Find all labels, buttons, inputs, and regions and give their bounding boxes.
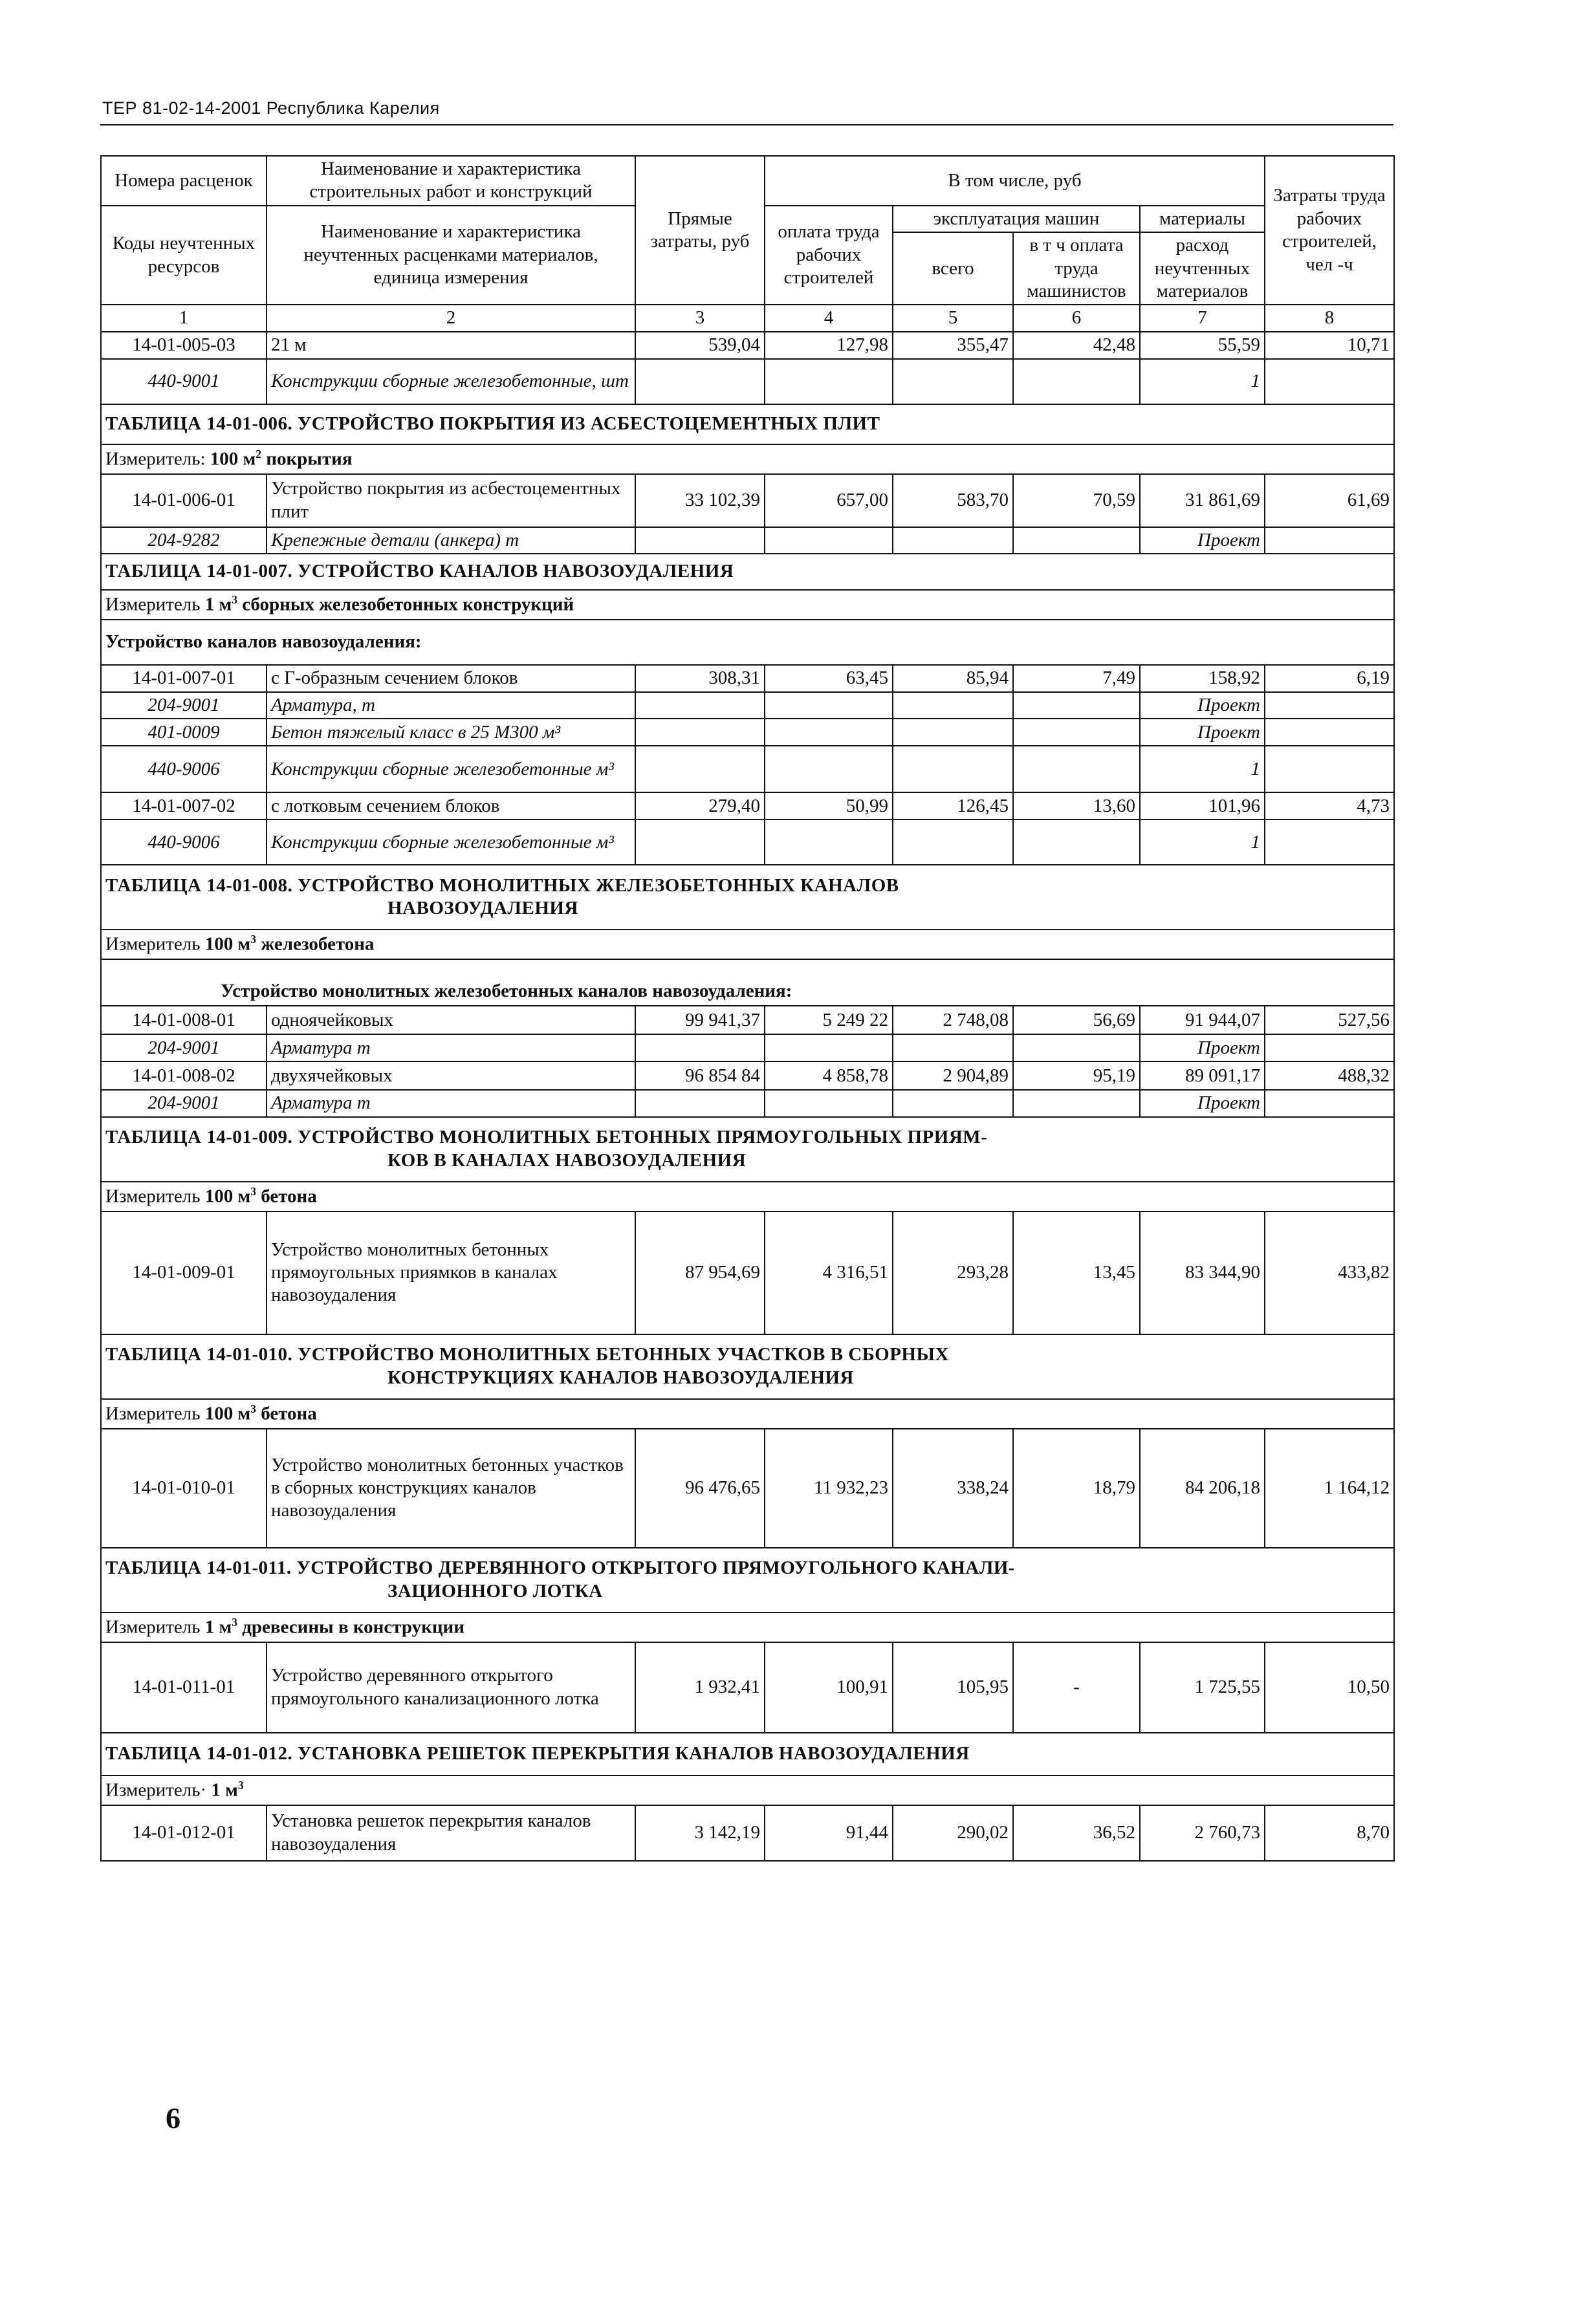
direct-cost: 96 476,65 [635,1429,765,1548]
labor-pay: 91,44 [765,1805,893,1861]
machines-total: 338,24 [893,1429,1013,1548]
machines-pay: 13,60 [1013,792,1140,820]
col-header-machines-total: всего [893,232,1013,305]
resource-qty: Проект [1140,1090,1265,1116]
machines-pay: - [1013,1642,1140,1733]
resource-name: Бетон тяжелый класс в 25 М300 м³ [267,719,635,746]
header-rule [100,124,1393,125]
col-number: 8 [1265,305,1394,331]
col-number: 6 [1013,305,1140,331]
rate-code: 14-01-008-01 [101,1006,267,1034]
rate-name: Устройство монолитных бетонных прямоугольных приямков в каналах навозоудаления [267,1211,635,1334]
materials-cost: 31 861,69 [1140,474,1265,527]
resource-code: 440-9006 [101,746,267,792]
table-title: ТАБЛИЦА 14-01-006. УСТРОЙСТВО ПОКРЫТИЯ ИЗ АСБЕСТОЦЕМЕНТНЫХ ПЛИТ [101,404,1394,444]
rate-name: Установка решеток перекрытия каналов навозоудаления [267,1805,635,1861]
resource-code: 204-9001 [101,692,267,719]
resource-code: 204-9001 [101,1034,267,1061]
materials-cost: 101,96 [1140,792,1265,820]
labor-pay: 63,45 [765,665,893,692]
table-title: ТАБЛИЦА 14-01-010. УСТРОЙСТВО МОНОЛИТНЫХ БЕТОННЫХ УЧАСТКОВ В СБОРНЫХ КОНСТРУКЦИЯХ КАНАЛОВ НАВОЗОУДАЛЕНИЯ [101,1334,1394,1399]
machines-pay: 18,79 [1013,1429,1140,1548]
machines-pay: 42,48 [1013,332,1140,359]
direct-cost: 3 142,19 [635,1805,765,1861]
machines-total: 2 904,89 [893,1061,1013,1090]
page-header-title: ТЕР 81-02-14-2001 Республика Карелия [102,98,440,118]
col-header-machines: эксплуатация машин [893,206,1140,232]
direct-cost: 87 954,69 [635,1211,765,1334]
table-meter: Измеритель 100 $м^3$ бетона [101,1182,1394,1211]
rate-name: с лотковым сечением блоков [267,792,635,820]
machines-total: 2 748,08 [893,1006,1013,1034]
labor-pay: 127,98 [765,332,893,359]
rate-code: 14-01-007-01 [101,665,267,692]
labor-hours: 6,19 [1265,665,1394,692]
labor-hours: 4,73 [1265,792,1394,820]
col-number: 2 [267,305,635,331]
rate-name: с Г-образным сечением блоков [267,665,635,692]
materials-cost: 1 725,55 [1140,1642,1265,1733]
labor-hours: 8,70 [1265,1805,1394,1861]
direct-cost: 1 932,41 [635,1642,765,1733]
col-number: 5 [893,305,1013,331]
table-title: ТАБЛИЦА 14-01-011. УСТРОЙСТВО ДЕРЕВЯННОГО ОТКРЫТОГО ПРЯМОУГОЛЬНОГО КАНАЛИ- ЗАЦИОННОГО ЛОТКА [101,1548,1394,1613]
direct-cost: 96 854 84 [635,1061,765,1090]
machines-total: 355,47 [893,332,1013,359]
resource-code: 204-9282 [101,527,267,554]
col-header-materials-sub: расход неучтенных материалов [1140,232,1265,305]
rates-table [100,155,1395,1862]
materials-cost: 158,92 [1140,665,1265,692]
resource-qty: 1 [1140,359,1265,404]
resource-qty: Проект [1140,692,1265,719]
rate-code: 14-01-007-02 [101,792,267,820]
resource-code: 204-9001 [101,1090,267,1116]
rate-code: 14-01-005-03 [101,332,267,359]
labor-hours: 10,71 [1265,332,1394,359]
rate-name: одноячейковых [267,1006,635,1034]
table-subtitle: Устройство каналов навозоудаления: [101,620,1394,665]
resource-code: 401-0009 [101,719,267,746]
labor-pay: 4 858,78 [765,1061,893,1090]
direct-cost: 99 941,37 [635,1006,765,1034]
machines-pay: 13,45 [1013,1211,1140,1334]
table-meter: Измеритель· 1 $м^3$ [101,1776,1394,1805]
labor-pay: 50,99 [765,792,893,820]
col-header-including: В том числе, руб [765,156,1265,206]
direct-cost: 308,31 [635,665,765,692]
col-header-direct-costs: Прямые затраты, руб [635,156,765,305]
rate-name: Устройство деревянного открытого прямоугольного канализационного лотка [267,1642,635,1733]
rate-code: 14-01-009-01 [101,1211,267,1334]
resource-name: Арматура т [267,1090,635,1116]
col-header-labor-pay: оплата труда рабочих строителей [765,206,893,305]
table-title: ТАБЛИЦА 14-01-007. УСТРОЙСТВО КАНАЛОВ НАВОЗОУДАЛЕНИЯ [101,554,1394,590]
col-number: 3 [635,305,765,331]
labor-pay: 100,91 [765,1642,893,1733]
labor-hours: 433,82 [1265,1211,1394,1334]
col-header-materials: материалы [1140,206,1265,232]
table-title: ТАБЛИЦА 14-01-009. УСТРОЙСТВО МОНОЛИТНЫХ БЕТОННЫХ ПРЯМОУГОЛЬНЫХ ПРИЯМ- КОВ В КАНАЛАХ НАВОЗОУДАЛЕНИЯ [101,1117,1394,1182]
resource-name: Конструкции сборные железобетонные м³ [267,820,635,865]
materials-cost: 89 091,17 [1140,1061,1265,1090]
labor-pay: 11 932,23 [765,1429,893,1548]
materials-cost: 55,59 [1140,332,1265,359]
rate-code: 14-01-010-01 [101,1429,267,1548]
resource-name: Крепежные детали (анкера) т [267,527,635,554]
rate-code: 14-01-011-01 [101,1642,267,1733]
materials-cost: 91 944,07 [1140,1006,1265,1034]
resource-code: 440-9001 [101,359,267,404]
materials-cost: 83 344,90 [1140,1211,1265,1334]
resource-code: 440-9006 [101,820,267,865]
col-number: 1 [101,305,267,331]
col-number: 7 [1140,305,1265,331]
table-meter: Измеритель 100 $м^3$ бетона [101,1399,1394,1429]
machines-total: 583,70 [893,474,1013,527]
labor-hours: 1 164,12 [1265,1429,1394,1548]
resource-name: Арматура, т [267,692,635,719]
machines-pay: 56,69 [1013,1006,1140,1034]
machines-pay: 36,52 [1013,1805,1140,1861]
rate-name: двухячейковых [267,1061,635,1090]
machines-total: 85,94 [893,665,1013,692]
materials-cost: 2 760,73 [1140,1805,1265,1861]
col-header-machines-pay: в т ч оплата труда машинистов [1013,232,1140,305]
rate-name: 21 м [267,332,635,359]
machines-pay: 95,19 [1013,1061,1140,1090]
resource-name: Арматура т [267,1034,635,1061]
machines-total: 293,28 [893,1211,1013,1334]
resource-qty: 1 [1140,746,1265,792]
materials-cost: 84 206,18 [1140,1429,1265,1548]
table-meter: Измеритель: 100 $м^2$ покрытия [101,444,1394,474]
labor-hours: 527,56 [1265,1006,1394,1034]
resource-name: Конструкции сборные железобетонные, шт [267,359,635,404]
rate-name: Устройство покрытия из асбестоцементных плит [267,474,635,527]
rate-code: 14-01-012-01 [101,1805,267,1861]
resource-qty: 1 [1140,820,1265,865]
table-meter: Измеритель 1 $м^3$ древесины в конструкции [101,1613,1394,1642]
machines-pay: 70,59 [1013,474,1140,527]
table-subtitle: Устройство монолитных железобетонных каналов навозоудаления: [101,959,1394,1006]
rate-code: 14-01-008-02 [101,1061,267,1090]
table-title: ТАБЛИЦА 14-01-012. УСТАНОВКА РЕШЕТОК ПЕРЕКРЫТИЯ КАНАЛОВ НАВОЗОУДАЛЕНИЯ [101,1733,1394,1776]
labor-hours: 61,69 [1265,474,1394,527]
machines-total: 105,95 [893,1642,1013,1733]
resource-qty: Проект [1140,1034,1265,1061]
rate-code: 14-01-006-01 [101,474,267,527]
col-header-resource-names: Наименование и характеристика неучтенных расценками материалов, единица измерения [267,206,635,305]
resource-name: Конструкции сборные железобетонные м³ [267,746,635,792]
labor-pay: 657,00 [765,474,893,527]
table-meter: Измеритель 100 $м^3$ железобетона [101,929,1394,959]
col-header-work-name: Наименование и характеристика строительных работ и конструкций [267,156,635,206]
direct-cost: 33 102,39 [635,474,765,527]
labor-pay: 4 316,51 [765,1211,893,1334]
resource-qty: Проект [1140,527,1265,554]
machines-pay: 7,49 [1013,665,1140,692]
resource-qty: Проект [1140,719,1265,746]
direct-cost: 279,40 [635,792,765,820]
col-header-resource-codes: Коды неучтенных ресурсов [101,206,267,305]
col-number: 4 [765,305,893,331]
labor-hours: 488,32 [1265,1061,1394,1090]
table-meter: Измеритель 1 $м^3$ сборных железобетонных конструкций [101,590,1394,620]
labor-pay: 5 249 22 [765,1006,893,1034]
labor-hours: 10,50 [1265,1642,1394,1733]
table-title: ТАБЛИЦА 14-01-008. УСТРОЙСТВО МОНОЛИТНЫХ ЖЕЛЕЗОБЕТОННЫХ КАНАЛОВ НАВОЗОУДАЛЕНИЯ [101,865,1394,929]
machines-total: 126,45 [893,792,1013,820]
direct-cost: 539,04 [635,332,765,359]
col-header-labor-costs: Затраты труда рабочих строителей, чел -ч [1265,156,1394,305]
page-number: 6 [166,2101,180,2134]
machines-total: 290,02 [893,1805,1013,1861]
col-header-rate-numbers: Номера расценок [101,156,267,206]
rate-name: Устройство монолитных бетонных участков в сборных конструкциях каналов навозоудаления [267,1429,635,1548]
